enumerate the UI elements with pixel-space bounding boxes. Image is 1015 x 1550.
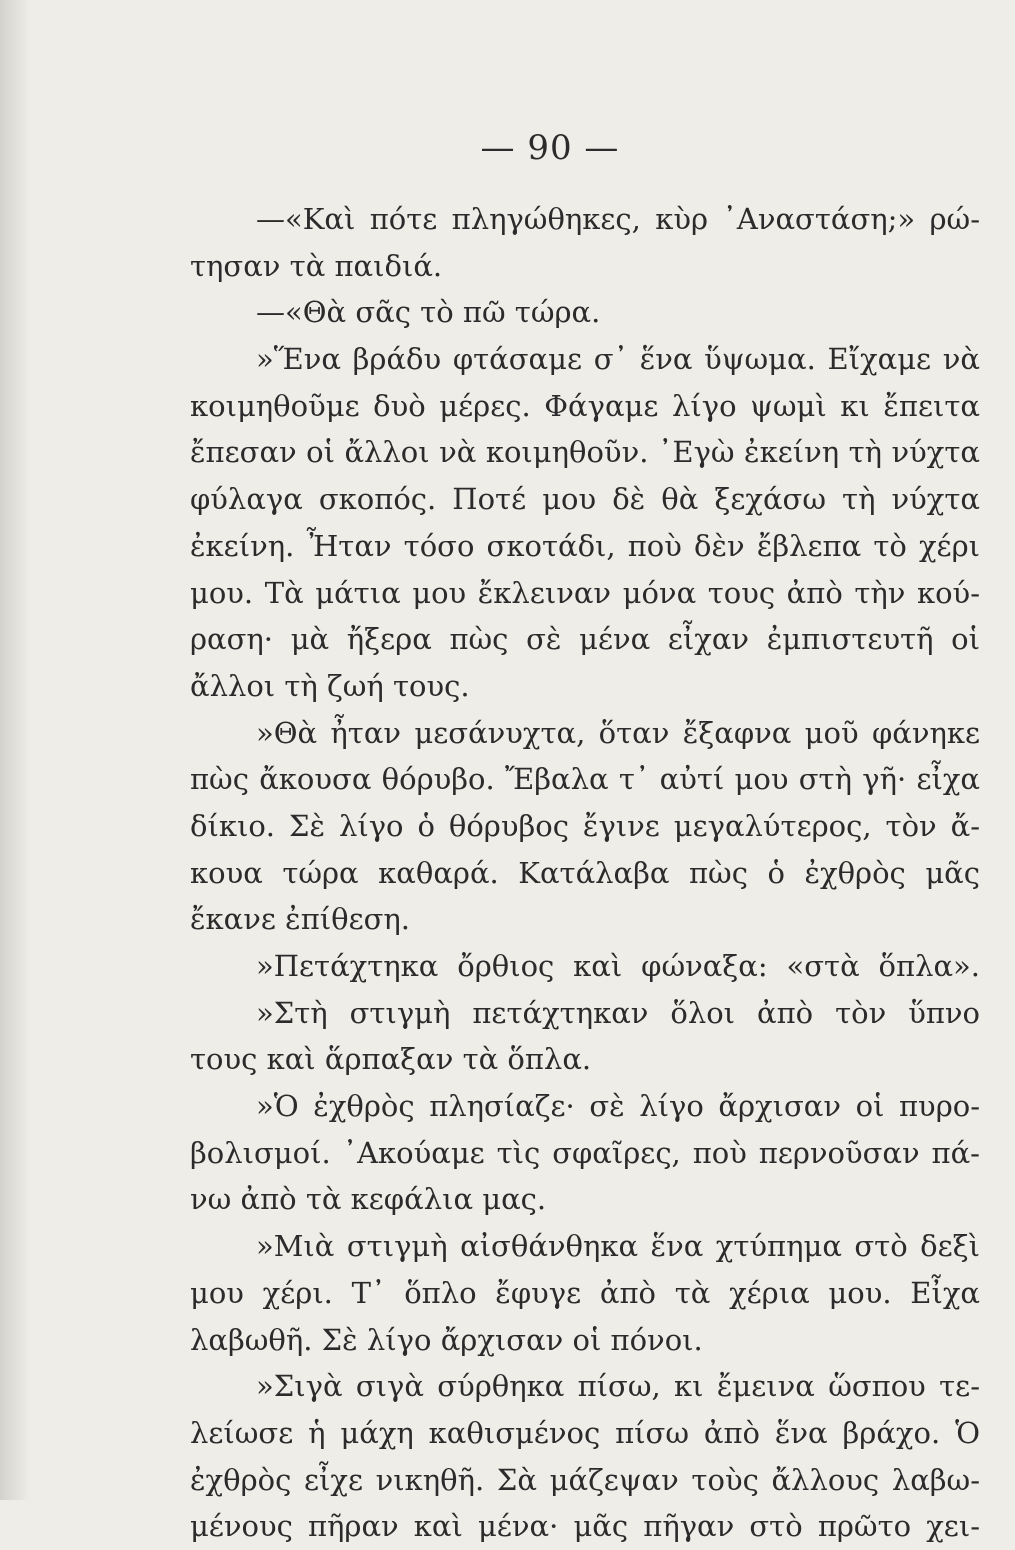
body-text xyxy=(190,196,980,1550)
text-line: βολισμοί. ᾿Ακούαμε τὶς σφαῖρες, ποὺ περνοῦσαν πά- xyxy=(190,1135,980,1170)
text-line: »Μιὰ στιγμὴ αἰσθάνθηκα ἕνα χτύπημα στὸ δεξὶ xyxy=(256,1229,980,1264)
text-line: δίκιο. Σὲ λίγο ὁ θόρυβος ἔγινε μεγαλύτερος, τὸν ἄ- xyxy=(190,808,980,843)
text-line: »Σιγὰ σιγὰ σύρθηκα πίσω, κι ἔμεινα ὥσπου τε- xyxy=(256,1369,980,1404)
page-number: — 90 — xyxy=(480,128,620,168)
text-line: πὼς ἄκουσα θόρυβο. Ἔβαλα τ᾿ αὐτί μου στὴ γῆ· εἶχα xyxy=(190,762,980,797)
text-line: μου χέρι. Τ᾿ ὅπλο ἔφυγε ἀπὸ τὰ χέρια μου. Εἶχα xyxy=(190,1275,980,1310)
text-line: »Ὁ ἐχθρὸς πλησίαζε· σὲ λίγο ἄρχισαν οἱ πυρο- xyxy=(256,1089,980,1124)
text-line: ἐκείνη. Ἦταν τόσο σκοτάδι, ποὺ δὲν ἔβλεπα τὸ χέρι xyxy=(190,528,980,563)
text-line: ἐχθρὸς εἶχε νικηθῆ. Σὰ μάζεψαν τοὺς ἄλλους λαβω- xyxy=(190,1462,980,1497)
text-line: φύλαγα σκοπός. Ποτέ μου δὲ θὰ ξεχάσω τὴ νύχτα xyxy=(190,482,980,517)
text-line: ραση· μὰ ἤξερα πὼς σὲ μένα εἶχαν ἐμπιστευτῆ οἱ xyxy=(190,622,980,657)
text-line: μένους πῆραν καὶ μένα· μᾶς πῆγαν στὸ πρῶτο χει- xyxy=(190,1509,980,1544)
text-line: —«Καὶ πότε πληγώθηκες, κὺρ ᾿Αναστάση;» ρώ- xyxy=(256,202,980,236)
text-line: τησαν τὰ παιδιά. xyxy=(190,248,443,283)
text-line: »Ἕνα βράδυ φτάσαμε σ᾿ ἕνα ὕψωμα. Εἴχαμε νὰ xyxy=(256,342,980,377)
text-line: ἔπεσαν οἱ ἄλλοι νὰ κοιμηθοῦν. ᾿Εγὼ ἐκείνη τὴ νύχτα xyxy=(190,435,980,470)
text-line: μου. Τὰ μάτια μου ἔκλειναν μόνα τους ἀπὸ τὴν κού- xyxy=(190,575,980,610)
text-line: κουα τώρα καθαρά. Κατάλαβα πὼς ὁ ἐχθρὸς μᾶς xyxy=(190,855,980,890)
text-line: λείωσε ἡ μάχη καθισμένος πίσω ἀπὸ ἕνα βράχο. Ὁ xyxy=(190,1415,980,1450)
text-line: ἔκανε ἐπίθεση. xyxy=(190,902,411,937)
text-line: λαβωθῆ. Σὲ λίγο ἄρχισαν οἱ πόνοι. xyxy=(190,1322,703,1357)
text-line: κοιμηθοῦμε δυὸ μέρες. Φάγαμε λίγο ψωμὶ κι ἔπειτα xyxy=(190,388,980,423)
text-line: ἄλλοι τὴ ζωή τους. xyxy=(190,668,470,703)
text-line: τους καὶ ἅρπαξαν τὰ ὅπλα. xyxy=(190,1042,592,1077)
text-line: »Πετάχτηκα ὄρθιος καὶ φώναξα: «στὰ ὅπλα». xyxy=(256,949,980,983)
text-line: —«Θὰ σᾶς τὸ πῶ τώρα. xyxy=(256,295,601,330)
text-line: »Στὴ στιγμὴ πετάχτηκαν ὅλοι ἀπὸ τὸν ὕπνο xyxy=(256,995,980,1030)
text-line: νω ἀπὸ τὰ κεφάλια μας. xyxy=(190,1182,547,1217)
text-line: »Θὰ ἦταν μεσάνυχτα, ὅταν ἔξαφνα μοῦ φάνηκε xyxy=(256,715,980,750)
